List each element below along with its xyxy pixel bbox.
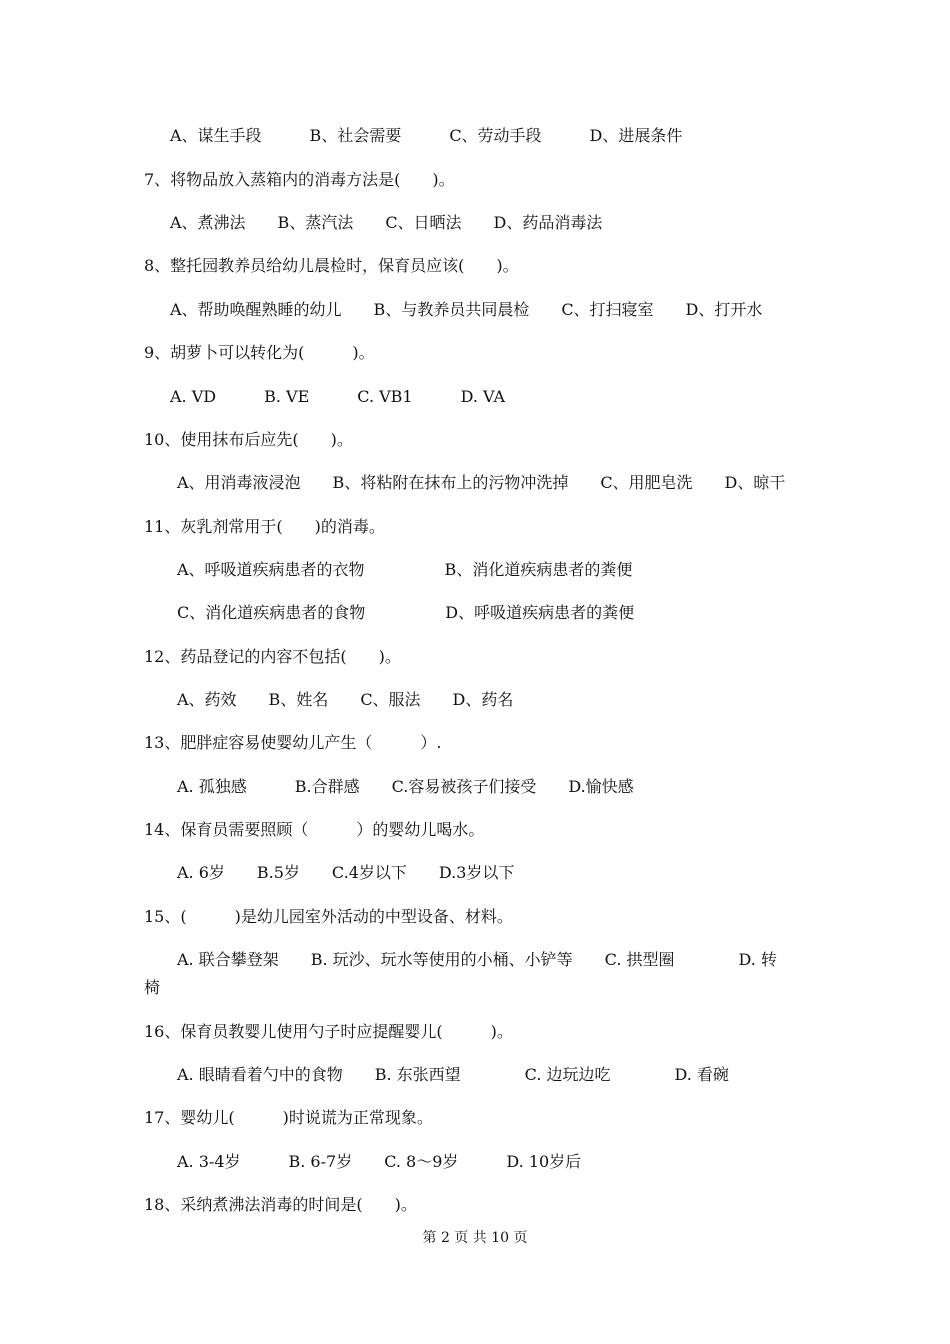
q6-options: A、谋生手段 B、社会需要 C、劳动手段 D、进展条件	[170, 126, 683, 145]
q10-stem: 10、使用抹布后应先( )。	[144, 430, 353, 449]
q15-options: A. 联合攀登架 B. 玩沙、玩水等使用的小桶、小铲等 C. 拱型圈 D. 转	[177, 950, 777, 969]
q12-stem: 12、药品登记的内容不包括( )。	[144, 647, 401, 666]
q13-stem: 13、肥胖症容易使婴幼儿产生（ ）.	[144, 733, 442, 752]
q16-stem: 16、保育员教婴儿使用勺子时应提醒婴儿( )。	[144, 1022, 513, 1041]
q7-stem: 7、将物品放入蒸箱内的消毒方法是( )。	[144, 170, 455, 189]
q15-stem: 15、( )是幼儿园室外活动的中型设备、材料。	[144, 907, 513, 926]
q10-options: A、用消毒液浸泡 B、将粘附在抹布上的污物冲洗掉 C、用肥皂洗 D、晾干	[177, 473, 786, 492]
q14-stem: 14、保育员需要照顾（ ）的婴幼儿喝水。	[144, 820, 485, 839]
q17-stem: 17、婴幼儿( )时说谎为正常现象。	[144, 1108, 433, 1127]
q18-stem: 18、采纳煮沸法消毒的时间是( )。	[144, 1195, 417, 1214]
q8-stem: 8、整托园教养员给幼儿晨检时，保育员应该( )。	[144, 256, 519, 275]
q7-options: A、煮沸法 B、蒸汽法 C、日晒法 D、药品消毒法	[170, 213, 603, 232]
page-footer: 第 2 页 共 10 页	[422, 1230, 528, 1246]
q12-options: A、药效 B、姓名 C、服法 D、药名	[177, 690, 514, 709]
q13-options: A. 孤独感 B.合群感 C.容易被孩子们接受 D.愉快感	[177, 777, 634, 796]
q16-options: A. 眼睛看着勺中的食物 B. 东张西望 C. 边玩边吃 D. 看碗	[177, 1065, 729, 1084]
q11-stem: 11、灰乳剂常用于( )的消毒。	[144, 517, 385, 536]
q11-options-row2: C、消化道疾病患者的食物 D、呼吸道疾病患者的粪便	[177, 603, 635, 622]
q15-options-continued: 椅	[144, 978, 161, 997]
q14-options: A. 6岁 B.5岁 C.4岁以下 D.3岁以下	[177, 863, 515, 882]
q8-options: A、帮助唤醒熟睡的幼儿 B、与教养员共同晨检 C、打扫寝室 D、打开水	[170, 300, 763, 319]
q9-stem: 9、胡萝卜可以转化为( )。	[144, 343, 375, 362]
q9-options: A. VD B. VE C. VB1 D. VA	[170, 387, 506, 406]
q17-options: A. 3-4岁 B. 6-7岁 C. 8～9岁 D. 10岁后	[177, 1152, 582, 1171]
q11-options-row1: A、呼吸道疾病患者的衣物 B、消化道疾病患者的粪便	[177, 560, 633, 579]
